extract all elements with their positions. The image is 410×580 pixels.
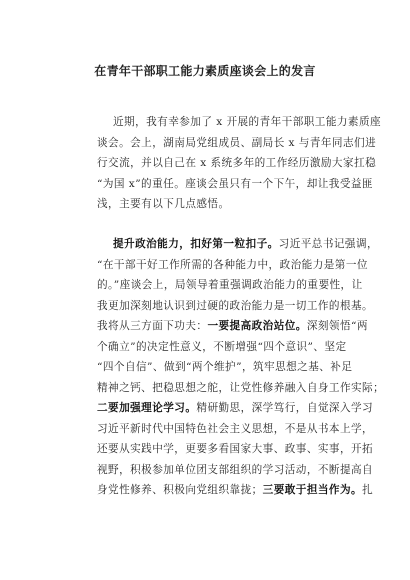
section-heading: 提升政治能力，扣好第一粒扣子。	[113, 238, 279, 250]
text-line	[97, 234, 379, 255]
text-line: 个确立”的决定性意义，不断增强“四个意识”、坚定	[97, 340, 347, 353]
text-fragment: 习近平总书记强调，	[278, 238, 379, 250]
text-line: 精神之钙、把稳思想之舵，让党性修养融入自身工作实际；	[97, 381, 385, 394]
point-heading-3: 三要敢于担当作为。	[262, 484, 363, 496]
point-heading-1: 一要提高政治站位。	[207, 320, 307, 332]
text-line: 行交流，并以自己在 x 系统多年的工作经历激励大家扛稳	[97, 157, 377, 169]
text-line: 谈会。会上，湖南局党组成员、副局长 x 与青年同志们进	[97, 136, 377, 149]
document-title: 在青年干部职工能力素质座谈会上的发言	[94, 64, 316, 78]
text-line: 的。”座谈会上，局领导着重强调政治能力的重要性，让	[97, 279, 363, 291]
paragraph-intro	[97, 112, 382, 215]
text-line	[97, 316, 368, 337]
text-line: “为国 x”的重任。座谈会虽只有一个下午，却让我受益匪	[97, 177, 373, 190]
text-line: “在干部干好工作所需的各种能力中，政治能力是第一位	[97, 258, 368, 271]
text-fragment: 我将从三方面下功夫：	[97, 320, 208, 332]
text-line: 我更加深刻地认识到过硬的政治能力是一切工作的根基。	[97, 299, 374, 312]
text-line	[97, 480, 374, 501]
text-fragment: 深刻领悟“两	[306, 320, 368, 332]
text-line: 视野，积极参加单位团支部组织的学习活动，不断提高自	[97, 463, 374, 476]
point-heading-2: 二要加强理论学习。	[97, 402, 197, 414]
text-line	[97, 398, 374, 419]
text-line: “四个自信”、做到“两个维护”，筑牢思想之基、补足	[97, 361, 353, 373]
text-line: 习近平新时代中国特色社会主义思想，不是从书本上学，	[97, 422, 374, 435]
text-line: 还要从实践中学，更要多看国家大事、政事、实事，开拓	[97, 443, 374, 455]
text-fragment: 身党性修养、积极向党组织靠拢；	[97, 484, 263, 496]
text-fragment: 扎	[362, 484, 374, 496]
paragraph-political-ability	[97, 234, 385, 501]
text-line: 浅，主要有以下几点感悟。	[97, 198, 230, 210]
text-fragment: 精研勤思，深学笃行，自觉深入学习	[196, 402, 374, 414]
text-line: 近期，我有幸参加了 x 开展的青年干部职工能力素质座	[113, 116, 382, 128]
